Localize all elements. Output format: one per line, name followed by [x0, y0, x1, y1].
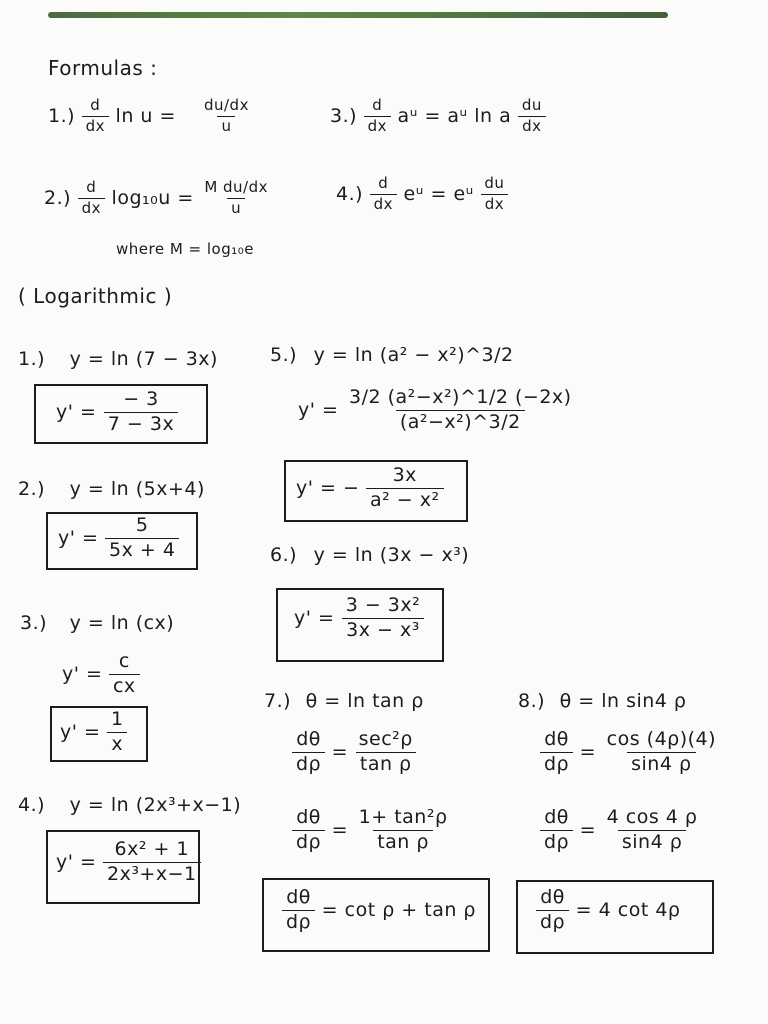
problem-8-step-1 [540, 730, 720, 775]
problem-4 [18, 794, 241, 816]
formula-lhs: aᵘ [397, 104, 418, 127]
equals-sign: = [579, 740, 597, 763]
problem-7-step-2 [292, 808, 452, 853]
derivative-operator: $\frac{d}{dx}$ [364, 98, 391, 135]
problem-label: 1.) [18, 348, 46, 370]
problem-equation: y = ln (7 − 3x) [69, 348, 218, 370]
step-lhs: y' = [298, 398, 339, 421]
formula-1 [48, 98, 256, 135]
answer-7 [282, 888, 476, 933]
problem-8 [518, 690, 687, 712]
answer-fraction: $\frac{\text{3 − 3x²}}{\text{3x − x³}}$ [341, 596, 425, 641]
answer-1 [56, 390, 179, 435]
answer-5 [296, 466, 444, 511]
answer-rhs: = 4 cot 4ρ [575, 898, 681, 921]
answer-fraction: $\frac{1}{x}$ [107, 710, 128, 755]
problem-label: 4.) [18, 794, 46, 816]
answer-lhs: y' = [294, 606, 335, 629]
problem-label: 5.) [270, 344, 298, 366]
formula-rhs: $\frac{\text{M du/dx}}{u}$ [204, 178, 269, 217]
formula-rhs: eᵘ [453, 182, 474, 205]
problem-2 [18, 478, 205, 500]
problem-equation: θ = ln tan ρ [305, 690, 424, 712]
equals-sign: = [430, 182, 447, 205]
formula-lhs: eᵘ [403, 182, 424, 205]
step-fraction: $\frac{\text{1+ tan²ρ}}{\text{tan ρ}}$ [358, 806, 448, 853]
formula-lhs: ln u [115, 104, 153, 127]
problem-1 [18, 348, 218, 370]
answer-lhs: y' = [58, 526, 99, 549]
problem-label: 2.) [18, 478, 46, 500]
derivative-lhs: $\frac{d\theta}{d\rho}$ [292, 808, 325, 853]
formula-lhs: log₁₀u [111, 186, 171, 209]
problem-5-step [298, 388, 576, 433]
page-top-edge [48, 12, 668, 18]
answer-lhs: y' = [60, 720, 101, 743]
section-title: ( Logarithmic ) [18, 284, 173, 308]
equals-sign: = [177, 186, 194, 209]
formula-rhs: aᵘ ln a [447, 104, 512, 127]
problem-label: 6.) [270, 544, 298, 566]
answer-rhs: = cot ρ + tan ρ [321, 898, 476, 921]
problem-equation: y = ln (5x+4) [69, 478, 205, 500]
where-note: where M = log₁₀e [116, 240, 255, 258]
derivative-lhs: $\frac{d\theta}{d\rho}$ [292, 730, 325, 775]
derivative-lhs: $\frac{d\theta}{d\rho}$ [536, 888, 569, 933]
problem-5 [270, 344, 514, 366]
formulas-heading: Formulas : [48, 56, 158, 80]
problem-equation: y = ln (2x³+x−1) [69, 794, 242, 816]
problem-7 [264, 690, 424, 712]
equals-sign: = [159, 104, 176, 127]
answer-fraction: $\frac{5}{5x + 4}$ [105, 516, 179, 561]
answer-lhs: y' = [56, 400, 97, 423]
answer-fraction: $\frac{3x}{\text{a² − x²}}$ [366, 466, 444, 511]
problem-8-step-2 [540, 808, 701, 853]
problem-3-step [62, 652, 140, 697]
answer-8 [536, 888, 680, 933]
formula-label: 1.) [48, 104, 76, 127]
equals-sign: = [579, 818, 597, 841]
answer-fraction: $\frac{\text{6x² + 1}}{\text{2x³+x−1}}$ [103, 840, 201, 885]
formula-du-dx: $\frac{du}{dx}$ [480, 176, 508, 213]
derivative-lhs: $\frac{d\theta}{d\rho}$ [540, 730, 573, 775]
answer-fraction: $\frac{- 3}{7 - 3x}$ [103, 390, 179, 435]
formula-rhs: $\frac{du/dx}{u}$ [203, 96, 249, 135]
step-fraction: $\frac{\cos (4\rho)(4)}{\sin 4 \rho}$ [606, 728, 717, 775]
answer-4 [56, 840, 201, 885]
derivative-lhs: $\frac{d\theta}{d\rho}$ [540, 808, 573, 853]
formula-3 [330, 98, 546, 135]
problem-6 [270, 544, 469, 566]
step-lhs: y' = [62, 662, 103, 685]
step-fraction: $\frac{\text{3/2 (a²−x²)\textasciicircum{}1/2 (−2x)}}{\text{(a²−x²)\textasciicircum{}3/2}}$ [348, 386, 572, 433]
problem-equation: θ = ln sin4 ρ [559, 690, 687, 712]
answer-6 [294, 596, 425, 641]
step-fraction: $\frac{4 \cos 4 \rho}{\sin 4 \rho}$ [606, 806, 698, 853]
formula-4 [336, 176, 508, 213]
derivative-operator: $\frac{d}{dx}$ [78, 180, 105, 217]
equals-sign: = [331, 818, 349, 841]
answer-lhs: y' = − [296, 476, 360, 499]
problem-7-step-1 [292, 730, 417, 775]
problem-label: 8.) [518, 690, 546, 712]
formula-2 [44, 180, 272, 217]
derivative-operator: $\frac{d}{dx}$ [370, 176, 397, 213]
formula-du-dx: $\frac{du}{dx}$ [518, 98, 546, 135]
derivative-lhs: $\frac{d\theta}{d\rho}$ [282, 888, 315, 933]
formula-label: 4.) [336, 182, 364, 205]
equals-sign: = [331, 740, 349, 763]
derivative-operator: $\frac{d}{dx}$ [82, 98, 109, 135]
equals-sign: = [424, 104, 441, 127]
step-fraction: $\frac{\text{sec²ρ}}{\text{tan ρ}}$ [355, 730, 417, 775]
step-fraction: $\frac{c}{cx}$ [109, 652, 140, 697]
answer-2 [58, 516, 179, 561]
formula-label: 3.) [330, 104, 358, 127]
problem-equation: y = ln (3x − x³) [313, 544, 470, 566]
formula-label: 2.) [44, 186, 72, 209]
problem-equation: y = ln (a² − x²)^3/2 [313, 344, 514, 366]
problem-label: 3.) [20, 612, 48, 634]
problem-3 [20, 612, 174, 634]
answer-lhs: y' = [56, 850, 97, 873]
problem-equation: y = ln (cx) [69, 612, 175, 634]
answer-3 [60, 710, 128, 755]
problem-label: 7.) [264, 690, 292, 712]
